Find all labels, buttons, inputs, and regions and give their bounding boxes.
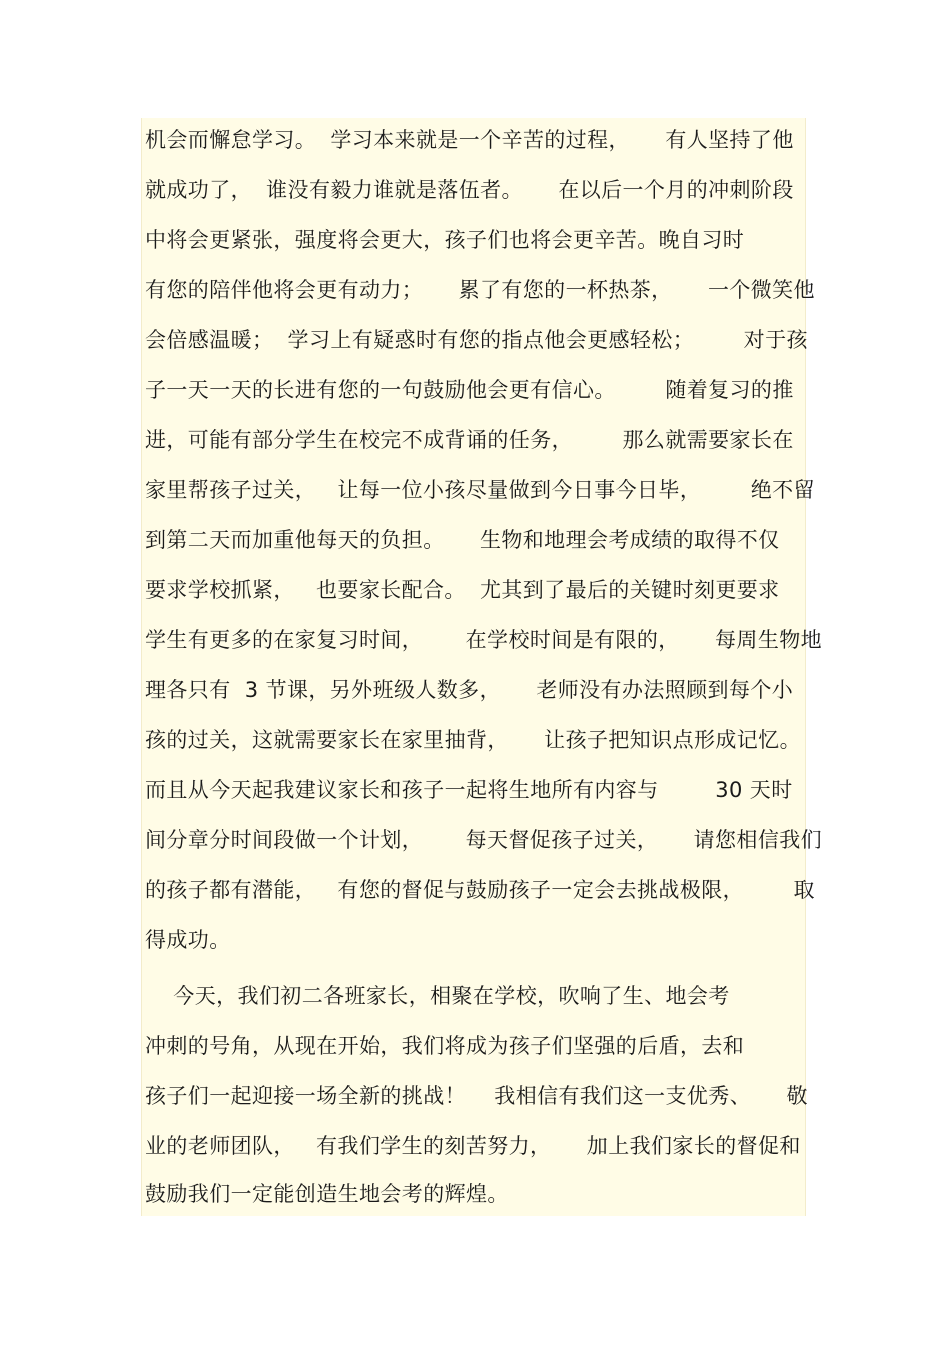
text-line: 孩的过关，这就需要家长在家里抽背， 让孩子把知识点形成记忆。 [145, 728, 801, 752]
text-line: 业的老师团队， 有我们学生的刻苦努力， 加上我们家长的督促和 [145, 1134, 801, 1158]
text-line: 鼓励我们一定能创造生地会考的辉煌。 [145, 1182, 509, 1206]
text-line: 子一天一天的长进有您的一句鼓励他会更有信心。 随着复习的推 [145, 378, 794, 402]
text-line: 机会而懈怠学习。 学习本来就是一个辛苦的过程， 有人坚持了他 [145, 128, 794, 152]
text-line: 有您的陪伴他将会更有动力； 累了有您的一杯热茶， 一个微笑他 [145, 278, 815, 302]
text-line: 理各只有 3 节课，另外班级人数多， 老师没有办法照顾到每个小 [145, 678, 794, 702]
text-line: 今天，我们初二各班家长，相聚在学校，吹响了生、地会考 [145, 984, 730, 1008]
text-line: 进，可能有部分学生在校完不成背诵的任务， 那么就需要家长在 [145, 428, 794, 452]
text-line: 间分章分时间段做一个计划， 每天督促孩子过关， 请您相信我们 [145, 828, 823, 852]
text-line: 会倍感温暖； 学习上有疑惑时有您的指点他会更感轻松； 对于孩 [145, 328, 808, 352]
text-line: 中将会更紧张，强度将会更大，孩子们也将会更辛苦。晚自习时 [145, 228, 745, 252]
text-line: 到第二天而加重他每天的负担。 生物和地理会考成绩的取得不仅 [145, 528, 780, 552]
text-line: 得成功。 [145, 928, 231, 952]
text-line: 学生有更多的在家复习时间， 在学校时间是有限的， 每周生物地 [145, 628, 823, 652]
text-line: 孩子们一起迎接一场全新的挑战！ 我相信有我们这一支优秀、 敬 [145, 1084, 808, 1108]
text-line: 而且从今天起我建议家长和孩子一起将生地所有内容与 30 天时 [145, 778, 793, 802]
text-line: 就成功了， 谁没有毅力谁就是落伍者。 在以后一个月的冲刺阶段 [145, 178, 794, 202]
text-line: 冲刺的号角，从现在开始，我们将成为孩子们坚强的后盾，去和 [145, 1034, 745, 1058]
text-line: 要求学校抓紧， 也要家长配合。 尤其到了最后的关键时刻更要求 [145, 578, 780, 602]
text-line: 家里帮孩子过关， 让每一位小孩尽量做到今日事今日毕， 绝不留 [145, 478, 815, 502]
text-line: 的孩子都有潜能， 有您的督促与鼓励孩子一定会去挑战极限， 取 [145, 878, 815, 902]
document-text-panel [141, 118, 823, 1216]
